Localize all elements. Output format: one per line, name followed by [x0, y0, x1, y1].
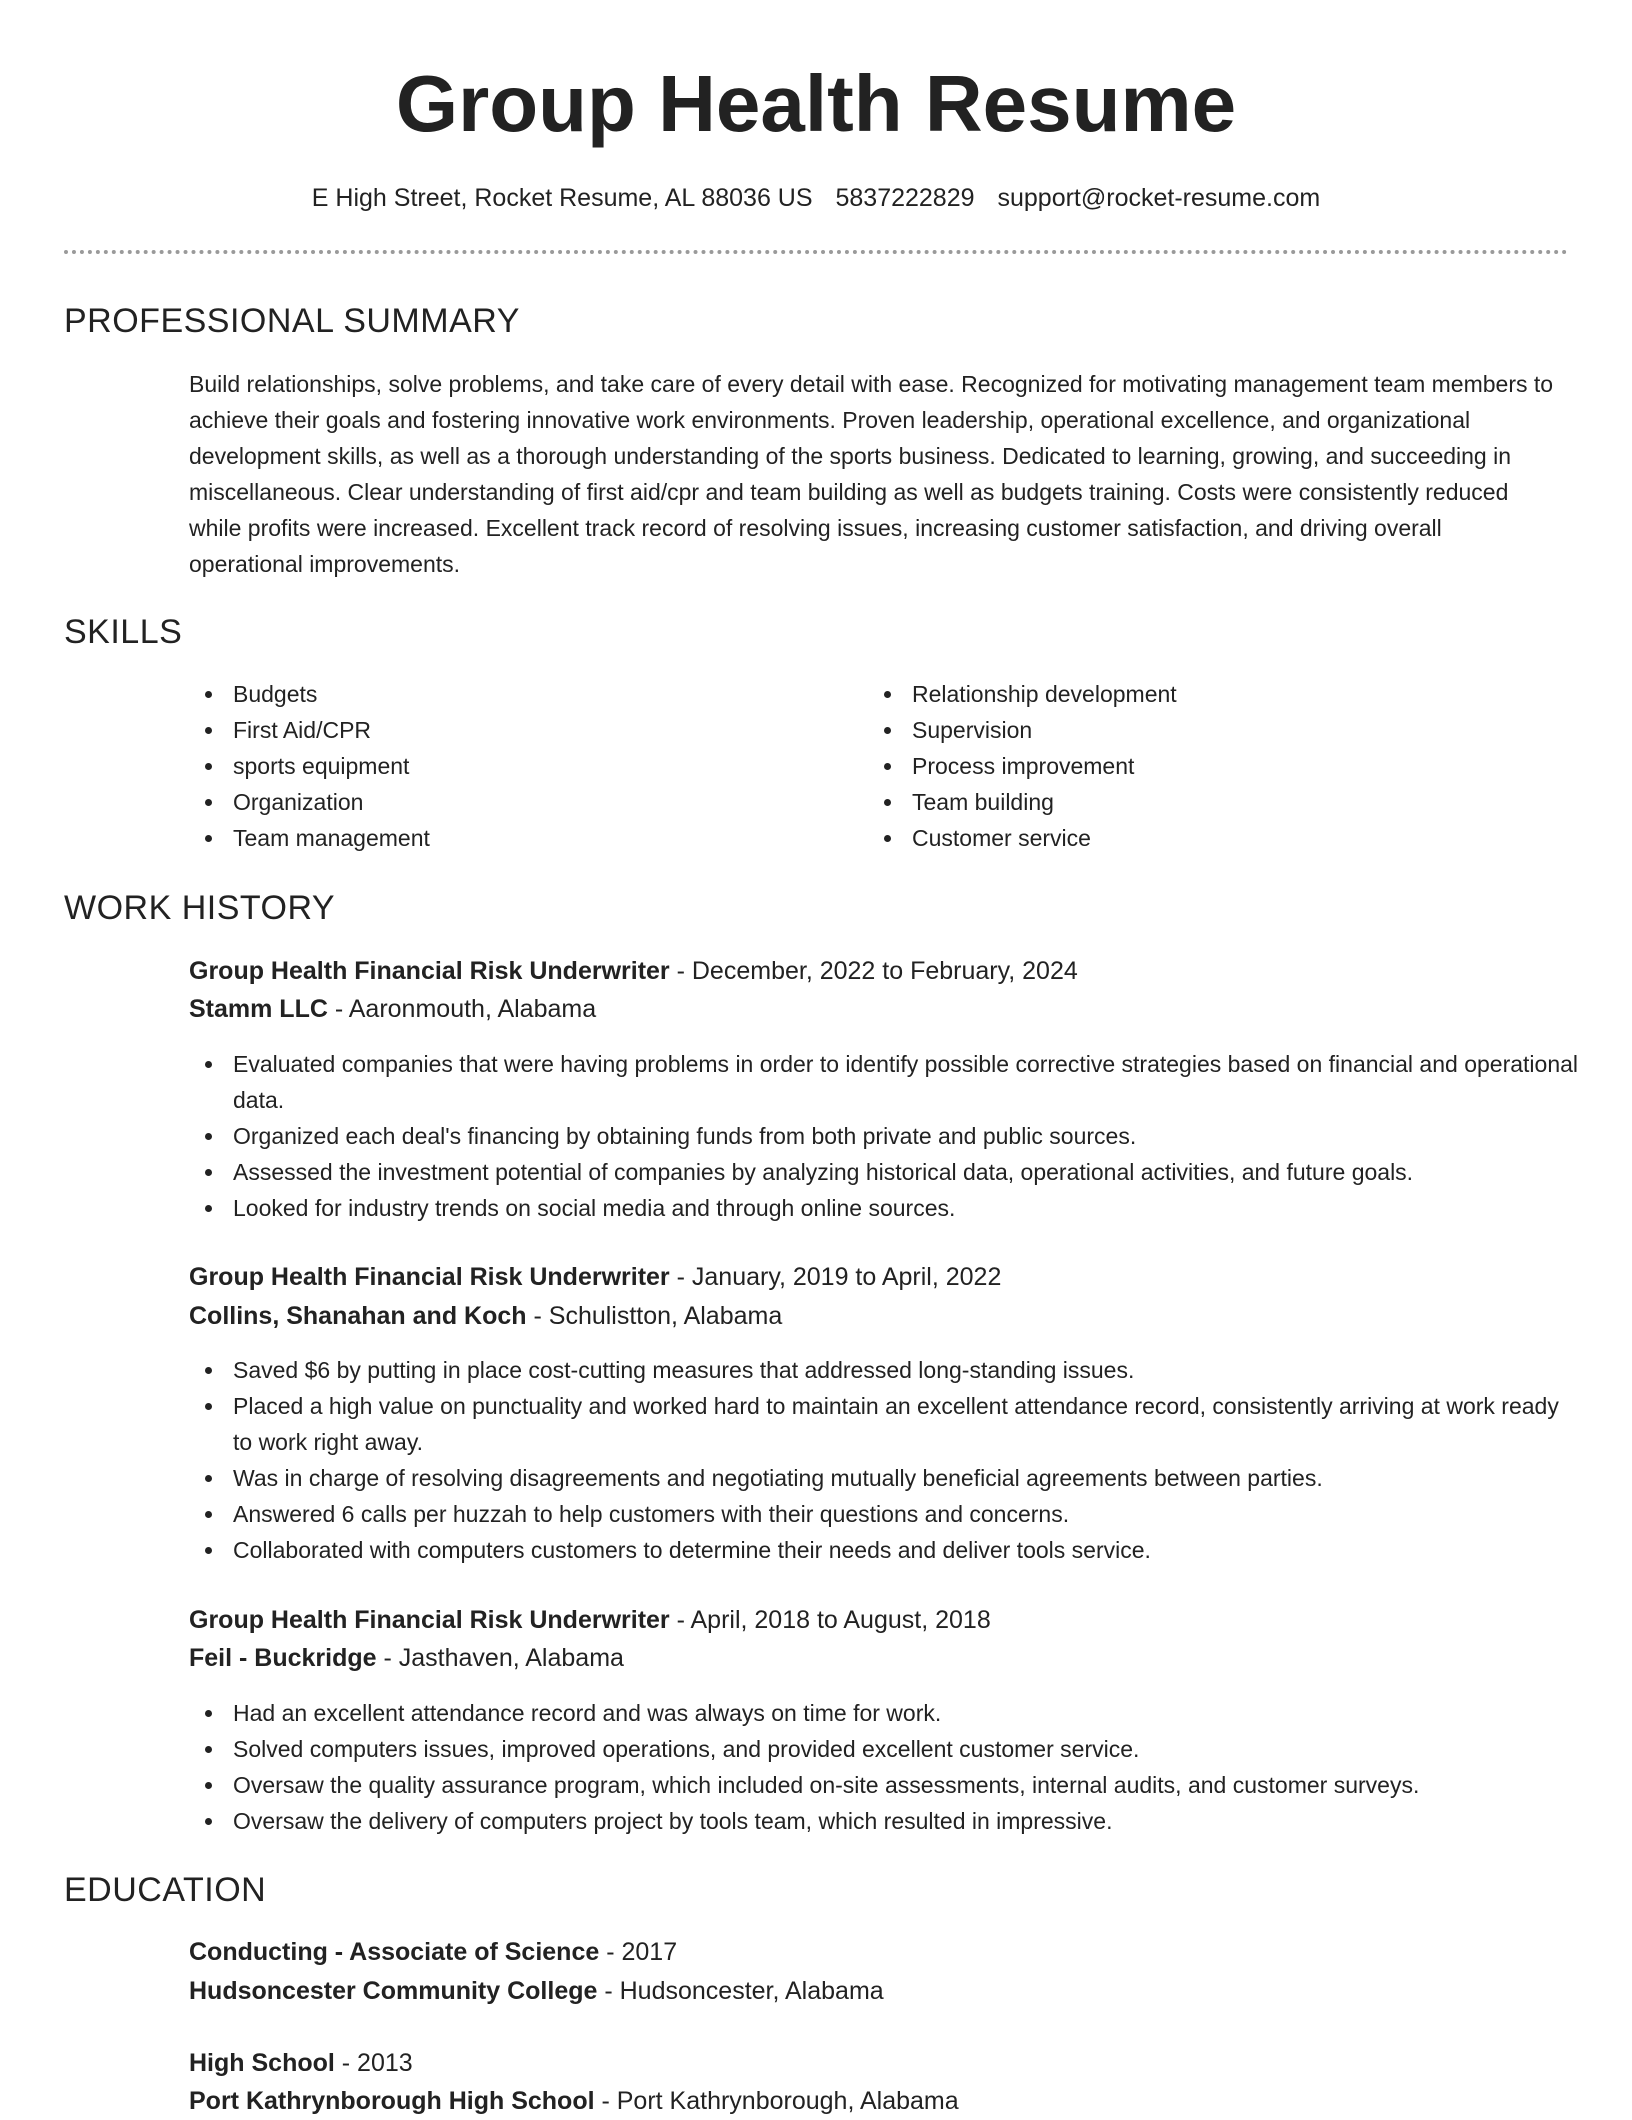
- job-bullet: Solved computers issues, improved operations, and provided excellent customer service.: [189, 1731, 1579, 1767]
- job-bullet: Collaborated with computers customers to determine their needs and deliver tools service.: [189, 1532, 1579, 1568]
- summary-text: Build relationships, solve problems, and take care of every detail with ease. Recognized for motivating management team members to achieve their goals and fostering innovative work environments. Proven leadership, operational excellence, and organizational development skills, as well as a thorough understanding of the sports business. Dedicated to learning, growing, and succeeding in miscellaneous. Clear understanding of first aid/cpr and team building as well as budgets training. Costs were consistently reduced while profits were increased. Excellent track record of resolving issues, increasing customer satisfaction, and driving overall operational improvements.: [189, 371, 1554, 577]
- education-location: - Hudsoncester, Alabama: [604, 1977, 884, 2005]
- job-title-line: [189, 1258, 1001, 1296]
- contact-email: support@rocket-resume.com: [997, 184, 1321, 212]
- job-company-line: [189, 1297, 782, 1335]
- job-bullet: Oversaw the delivery of computers project by tools team, which resulted in impressive.: [189, 1803, 1579, 1839]
- job-title-line: [189, 1601, 991, 1639]
- job-role: Group Health Financial Risk Underwriter: [189, 957, 670, 985]
- header-divider: [64, 250, 1568, 254]
- job-bullet: Organized each deal's financing by obtaining funds from both private and public sources.: [189, 1118, 1579, 1154]
- skills-list-right: [868, 676, 1508, 856]
- skill-item: sports equipment: [189, 748, 829, 784]
- skill-item: Customer service: [868, 820, 1508, 856]
- education-school: Port Kathrynborough High School: [189, 2087, 595, 2115]
- job-bullet: Assessed the investment potential of companies by analyzing historical data, operational activities, and future goals.: [189, 1154, 1579, 1190]
- job-bullet: Was in charge of resolving disagreements and negotiating mutually beneficial agreements between parties.: [189, 1460, 1579, 1496]
- job-bullet: Looked for industry trends on social media and through online sources.: [189, 1190, 1579, 1226]
- job-bullets: [189, 1352, 1579, 1568]
- job-company-line: [189, 990, 596, 1028]
- job-dates: - January, 2019 to April, 2022: [676, 1263, 1002, 1291]
- job-bullets: [189, 1695, 1579, 1839]
- job-company: Stamm LLC: [189, 995, 328, 1023]
- job-bullet: Saved $6 by putting in place cost-cutting measures that addressed long-standing issues.: [189, 1352, 1579, 1388]
- contact-line: [0, 182, 1632, 214]
- contact-address: E High Street, Rocket Resume, AL 88036 US: [311, 184, 813, 212]
- job-role: Group Health Financial Risk Underwriter: [189, 1263, 670, 1291]
- job-dates: - April, 2018 to August, 2018: [676, 1606, 991, 1634]
- resume-title: Group Health Resume: [395, 59, 1237, 148]
- skill-item: Organization: [189, 784, 829, 820]
- education-location: - Port Kathrynborough, Alabama: [601, 2087, 959, 2115]
- education-degree-line: [189, 2044, 413, 2082]
- job-location: - Aaronmouth, Alabama: [334, 995, 597, 1023]
- education-school-line: [189, 1972, 884, 2010]
- education-degree: Conducting - Associate of Science: [189, 1938, 600, 1966]
- job-bullet: Evaluated companies that were having problems in order to identify possible corrective strategies based on financial and operational data.: [189, 1046, 1579, 1118]
- education-school: Hudsoncester Community College: [189, 1977, 598, 2005]
- summary-heading: PROFESSIONAL SUMMARY: [64, 302, 520, 340]
- skill-item: Process improvement: [868, 748, 1508, 784]
- job-dates: - December, 2022 to February, 2024: [676, 957, 1078, 985]
- job-bullet: Answered 6 calls per huzzah to help customers with their questions and concerns.: [189, 1496, 1579, 1532]
- skills-heading: SKILLS: [64, 613, 183, 651]
- skill-item: First Aid/CPR: [189, 712, 829, 748]
- job-bullet: Placed a high value on punctuality and worked hard to maintain an excellent attendance record, consistently arriving at work ready to work right away.: [189, 1388, 1579, 1460]
- contact-phone: 5837222829: [835, 184, 975, 212]
- job-bullet: Had an excellent attendance record and was always on time for work.: [189, 1695, 1579, 1731]
- job-bullets: [189, 1046, 1579, 1226]
- job-location: - Jasthaven, Alabama: [383, 1644, 624, 1672]
- job-location: - Schulistton, Alabama: [533, 1302, 783, 1330]
- skills-list-left: [189, 676, 829, 856]
- skill-item: Team management: [189, 820, 829, 856]
- skill-item: Relationship development: [868, 676, 1508, 712]
- education-school-line: [189, 2082, 959, 2120]
- education-degree: High School: [189, 2049, 335, 2077]
- job-bullet: Oversaw the quality assurance program, which included on-site assessments, internal audits, and customer surveys.: [189, 1767, 1579, 1803]
- job-company: Collins, Shanahan and Koch: [189, 1302, 527, 1330]
- education-heading: EDUCATION: [64, 1871, 267, 1909]
- job-company: Feil - Buckridge: [189, 1644, 377, 1672]
- education-year: - 2013: [341, 2049, 413, 2077]
- work-history-heading: WORK HISTORY: [64, 889, 336, 927]
- education-degree-line: [189, 1933, 677, 1971]
- skill-item: Budgets: [189, 676, 829, 712]
- job-title-line: [189, 952, 1078, 990]
- skill-item: Supervision: [868, 712, 1508, 748]
- job-company-line: [189, 1639, 624, 1677]
- education-year: - 2017: [606, 1938, 678, 1966]
- skill-item: Team building: [868, 784, 1508, 820]
- job-role: Group Health Financial Risk Underwriter: [189, 1606, 670, 1634]
